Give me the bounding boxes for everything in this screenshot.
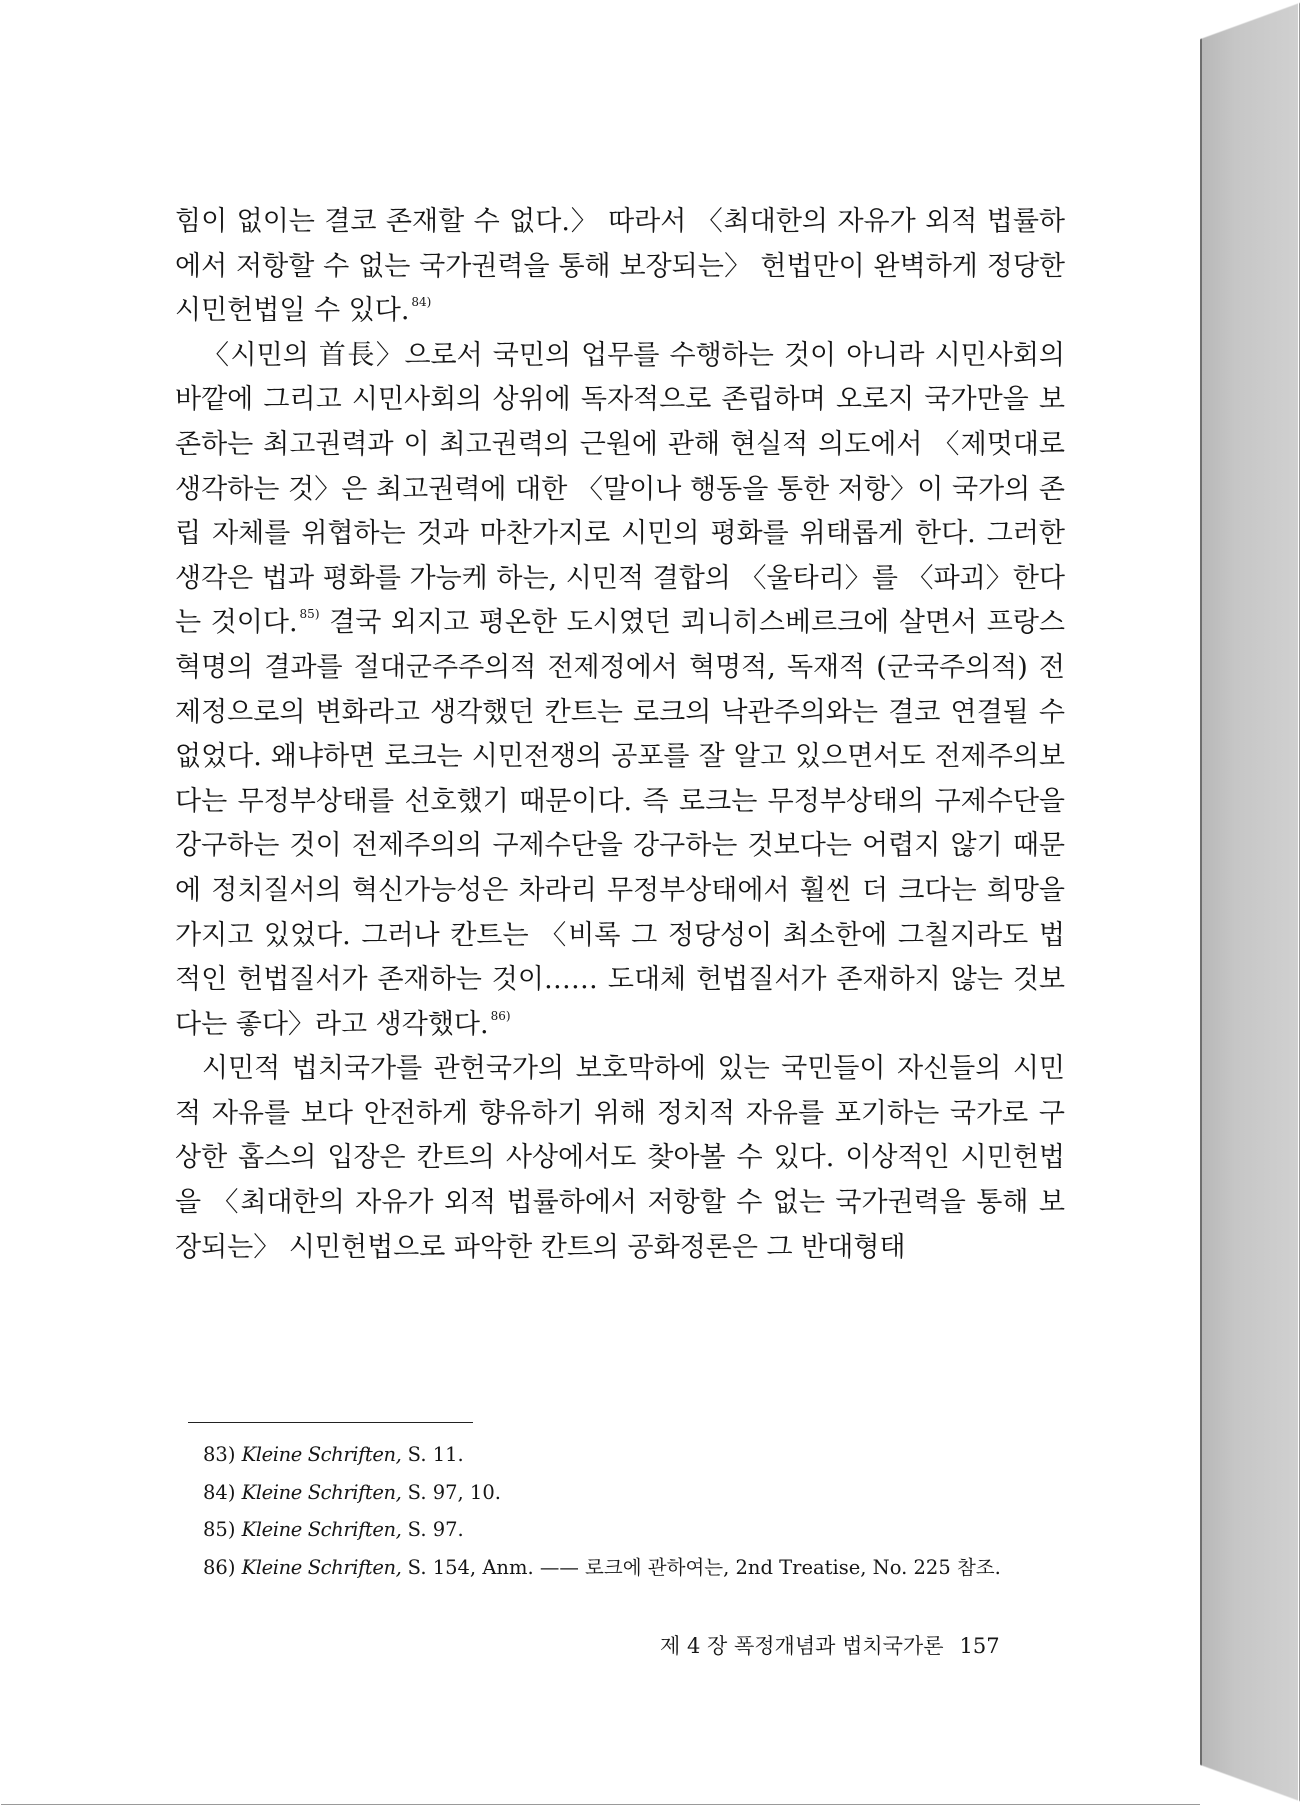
text-run: 〈시민의 首長〉으로서 국민의 업무를 수행하는 것이 아니라 시민사회의 바깥에 그리고 시민사회의 상위에 독자적으로 존립하며 오로지 국가만을 보존하는 최고권력과 이 최고권력의 근원에 관해 현실적 의도에서 〈제멋대로 생각하는 것〉은 최고권력에 대한 〈말이나 행동을 통한 저항〉이 국가의 존립 자체를 위협하는 것과 마찬가지로 시민의 평화를 위태롭게 한다. 그러한 생각은 법과 평화를 가능케 하는, 시민적 결합의 〈울타리〉를 〈파괴〉한다는 것이다. <box>175 339 1065 639</box>
footnote-number: 83) <box>203 1443 236 1466</box>
footnote-84 <box>203 1474 1063 1512</box>
page-edge <box>1202 0 1298 1804</box>
footnote-source: Kleine Schriften, <box>241 1480 402 1504</box>
footnote-ref-85: 85) <box>299 607 320 622</box>
footnote-source: Kleine Schriften, <box>241 1555 402 1579</box>
footnote-85 <box>203 1511 1063 1549</box>
paragraph-3 <box>175 1047 1065 1270</box>
footnote-ref-84: 84) <box>411 295 432 310</box>
footnote-reference: S. 154, Anm. —— 로크에 관하여는, 2nd Treatise, No. 225 참조. <box>401 1555 1001 1579</box>
footnote-reference: S. 97. <box>401 1518 464 1542</box>
paragraph-1 <box>175 200 1065 334</box>
paragraph-2 <box>175 334 1065 1048</box>
text-run: 시민적 법치국가를 관헌국가의 보호막하에 있는 국민들이 자신들의 시민적 자유를 보다 안전하게 향유하기 위해 정치적 자유를 포기하는 국가로 구상한 홉스의 입장은 칸트의 사상에서도 찾아볼 수 있다. 이상적인 시민헌법을 〈최대한의 자유가 외적 법률하에서 저항할 수 없는 국가권력을 통해 보장되는〉 시민헌법으로 파악한 칸트의 공화정론은 그 반대형태 <box>175 1053 1065 1263</box>
text-run: 힘이 없이는 결코 존재할 수 없다.〉 따라서 〈최대한의 자유가 외적 법률하에서 저항할 수 없는 국가권력을 통해 보장되는〉 헌법만이 완벽하게 정당한 시민헌법일 수 있다. <box>175 206 1065 327</box>
footnote-source: Kleine Schriften, <box>241 1443 402 1466</box>
footnote-number: 86) <box>203 1555 236 1579</box>
footnote-reference: S. 97, 10. <box>401 1480 501 1504</box>
chapter-title: 제 4 장 폭정개념과 법치국가론 <box>660 1634 944 1658</box>
body-text <box>175 200 1065 1270</box>
footnote-divider <box>188 1422 473 1423</box>
footnote-reference: S. 11. <box>401 1443 464 1466</box>
footnote-ref-86: 86) <box>490 1008 511 1023</box>
footnote-source: Kleine Schriften, <box>241 1518 402 1542</box>
page-edge-bottom <box>1200 1760 1300 1806</box>
footnote-number: 85) <box>203 1518 236 1542</box>
footnotes <box>203 1436 1063 1586</box>
text-run: 결국 외지고 평온한 도시였던 쾨니히스베르크에 살면서 프랑스혁명의 결과를 절대군주주의적 전제정에서 혁명적, 독재적 (군국주의적) 전제정으로의 변화라고 생각했던 칸트는 로크의 낙관주의와는 결코 연결될 수 없었다. 왜냐하면 로크는 시민전쟁의 공포를 잘 알고 있으면서도 전제주의보다는 무정부상태를 선호했기 때문이다. 즉 로크는 무정부상태의 구제수단을 강구하는 것이 전제주의의 구제수단을 강구하는 것보다는 어렵지 않기 때문에 정치질서의 혁신가능성은 차라리 무정부상태에서 훨씬 더 크다는 희망을 가지고 있었다. 그러나 칸트는 〈비록 그 정당성이 최소한에 그칠지라도 법적인 헌법질서가 존재하는 것이…… 도대체 헌법질서가 존재하지 않는 것보다는 좋다〉라고 생각했다. <box>175 607 1065 1040</box>
footnote-86 <box>203 1549 1063 1587</box>
footnote-83 <box>203 1436 1063 1474</box>
running-footer <box>660 1630 1040 1660</box>
page-number: 157 <box>959 1634 1000 1658</box>
footnote-number: 84) <box>203 1480 236 1504</box>
page-edge-top <box>1200 0 1300 42</box>
